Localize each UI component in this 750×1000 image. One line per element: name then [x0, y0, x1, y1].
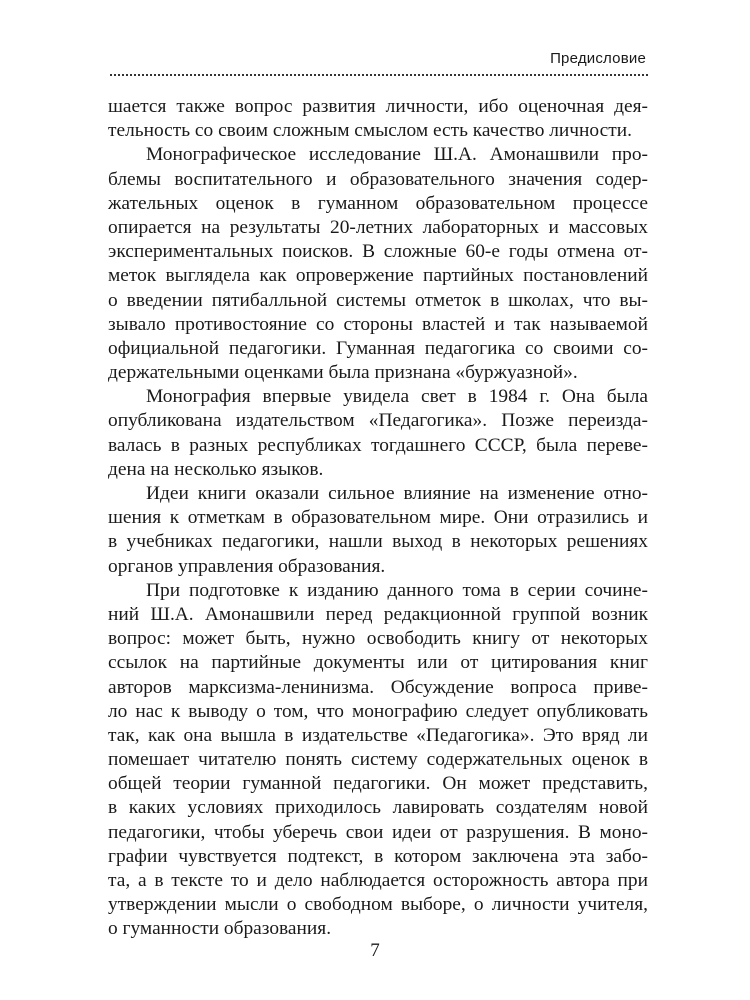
text-line: При подготовке к изданию данного тома в серии сочине-	[146, 579, 648, 601]
text-line: валась в разных республиках тогдашнего СССР, была переве-	[108, 434, 648, 456]
header-dotted-rule	[110, 74, 648, 76]
text-line: ний Ш.А. Амонашвили перед редакционной группой возник	[108, 603, 648, 625]
text-line: общей теории гуманной педагогики. Он может представить,	[108, 773, 648, 795]
running-header: Предисловие	[550, 50, 646, 67]
text-line: зывало противостояние со стороны властей и так называемой	[108, 313, 648, 335]
text-line: органов управления образования.	[108, 555, 386, 577]
text-line: вопрос: может быть, нужно освободить книгу от некоторых	[108, 628, 648, 650]
text-line: о гуманности образования.	[108, 918, 332, 940]
paragraph	[108, 95, 648, 143]
text-line: в учебниках педагогики, нашли выход в некоторых решениях	[108, 531, 648, 553]
text-line: шения к отметкам в образовательном мире. Они отразились и	[108, 507, 648, 529]
text-line: жательных оценок в гуманном образовательном процессе	[108, 192, 648, 214]
body-text	[108, 95, 648, 942]
text-line: меток выглядела как опровержение партийных постановлений	[108, 265, 648, 287]
text-line: дена на несколько языков.	[108, 458, 324, 480]
text-line: экспериментальных поисков. В сложные 60-е годы отмена от-	[108, 241, 648, 263]
text-line: утверждении мысли о свободном выборе, о личности учителя,	[108, 894, 648, 916]
paragraph	[108, 385, 648, 482]
text-line: Монографическое исследование Ш.А. Амонашвили про-	[146, 144, 648, 166]
text-line: педагогики, чтобы уберечь свои идеи от разрушения. В моно-	[108, 821, 648, 843]
paragraph	[108, 482, 648, 579]
text-line: авторов марксизма-ленинизма. Обсуждение вопроса приве-	[108, 676, 648, 698]
text-line: помешает читателю понять систему содержательных оценок в	[108, 749, 648, 771]
text-line: о введении пятибалльной системы отметок в школах, что вы-	[108, 289, 648, 311]
text-line: ло нас к выводу о том, что монографию следует опубликовать	[108, 700, 648, 722]
text-line: блемы воспитательного и образовательного значения содер-	[108, 168, 648, 190]
text-line: в каких условиях приходилось лавировать создателям новой	[108, 797, 648, 819]
text-line: шается также вопрос развития личности, ибо оценочная дея-	[108, 96, 648, 117]
text-line: тельность со своим сложным смыслом есть качество личности.	[108, 120, 632, 142]
paragraph	[108, 143, 648, 385]
text-line: опирается на результаты 20-летних лабораторных и массовых	[108, 216, 648, 238]
text-line: та, а в тексте то и дело наблюдается осторожность автора при	[108, 870, 648, 891]
text-line: Монография впервые увидела свет в 1984 г. Она была	[146, 386, 648, 408]
text-line: Идеи книги оказали сильное влияние на изменение отно-	[146, 483, 648, 504]
page-number: 7	[370, 940, 380, 961]
text-line: ссылок на партийные документы или от цитирования книг	[108, 652, 648, 674]
text-line: так, как она вышла в издательстве «Педагогика». Это вряд ли	[108, 724, 648, 746]
text-line: опубликована издательством «Педагогика». Позже переизда-	[108, 410, 648, 432]
text-line: держательными оценками была признана «буржуазной».	[108, 362, 578, 384]
paragraph	[108, 579, 648, 942]
text-line: графии чувствуется подтекст, в котором заключена эта забо-	[108, 845, 648, 867]
text-line: официальной педагогики. Гуманная педагогика со своими со-	[108, 337, 648, 359]
